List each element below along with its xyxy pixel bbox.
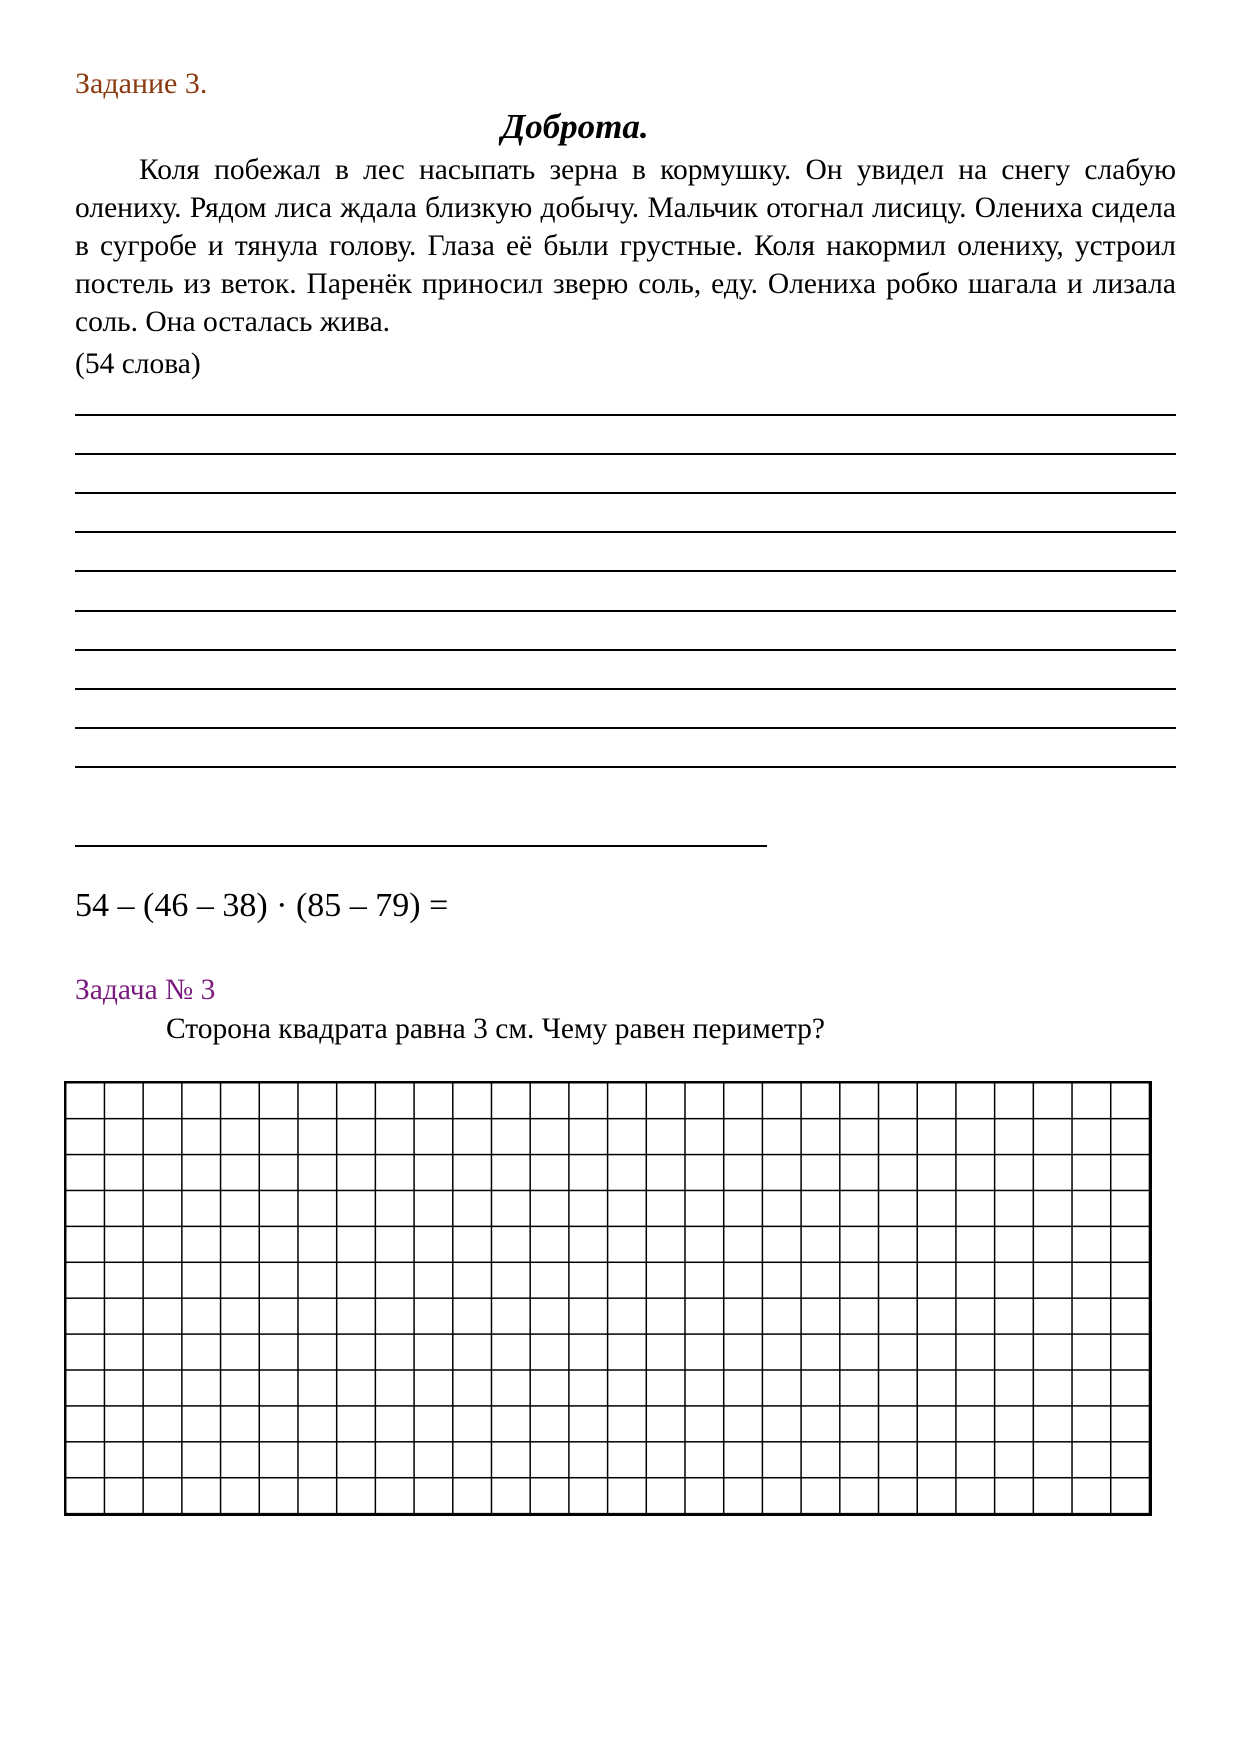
writing-line[interactable] <box>75 688 1176 690</box>
writing-line[interactable] <box>75 453 1176 455</box>
story-title: Доброта. <box>501 107 649 146</box>
problem-text: Сторона квадрата равна 3 см. Чему равен периметр? <box>166 1013 825 1045</box>
writing-line[interactable] <box>75 766 1176 768</box>
writing-line[interactable] <box>75 570 1176 572</box>
writing-line[interactable] <box>75 531 1176 533</box>
answer-writing-lines[interactable] <box>75 414 1176 854</box>
writing-line[interactable] <box>75 414 1176 416</box>
writing-line[interactable] <box>75 649 1176 651</box>
writing-line[interactable] <box>75 727 1176 729</box>
writing-line-short[interactable] <box>75 845 767 847</box>
writing-line[interactable] <box>75 610 1176 612</box>
math-expression: 54 – (46 – 38) · (85 – 79) = <box>75 887 449 924</box>
word-count: (54 слова) <box>75 348 201 380</box>
problem-heading: Задача № 3 <box>75 974 216 1006</box>
graph-paper-grid[interactable] <box>64 1081 1152 1516</box>
story-text: Коля побежал в лес насыпать зерна в кормушку. Он увидел на снегу слабую олениху. Рядом лиса ждала близкую добычу. Мальчик отогнал лисицу. Олениха сидела в сугробе и тянула голову. Глаза её были грустные. Коля накормил олениху, устроил постель из веток. Паренёк приносил зверю соль, еду. Олениха робко шагала и лизала соль. Она осталась жива. <box>75 154 1176 338</box>
task-heading: Задание 3. <box>75 67 208 100</box>
writing-line[interactable] <box>75 492 1176 494</box>
